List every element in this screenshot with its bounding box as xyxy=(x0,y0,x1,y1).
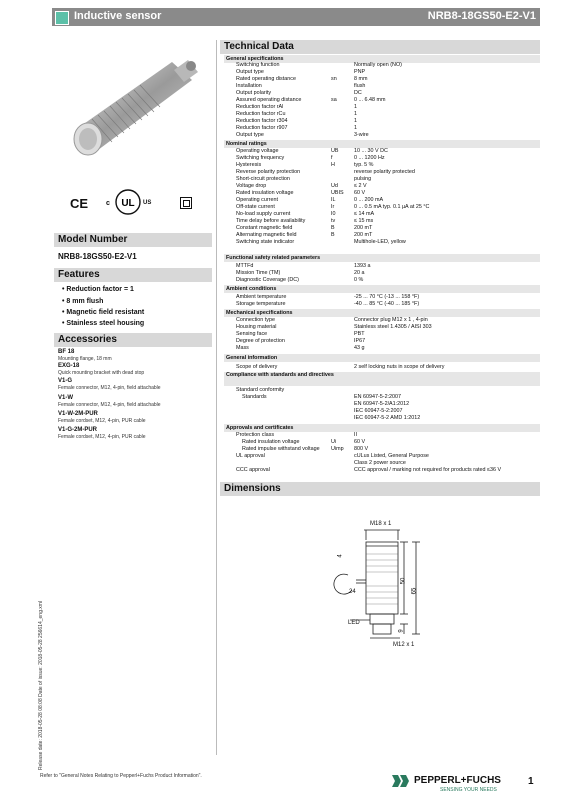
dim-m18: M18 x 1 xyxy=(370,521,392,527)
accessory-name: BF 18 xyxy=(58,349,75,355)
dim-four: 4 xyxy=(337,554,344,558)
dimensions-drawing xyxy=(330,520,440,655)
column-divider xyxy=(216,40,217,755)
group-safety: Functional safety related parameters xyxy=(224,254,540,262)
accessory-desc: Quick mounting bracket with dead stop xyxy=(58,370,145,376)
sensor-product-image xyxy=(62,50,212,170)
accessories-heading: Accessories xyxy=(54,333,212,347)
brand-mark-icon xyxy=(392,775,410,787)
ce-mark-icon: CE xyxy=(70,196,89,211)
feature-item: Reduction factor = 1 xyxy=(66,286,134,293)
feature-item: Stainless steel housing xyxy=(66,320,145,327)
accessory-name: V1-W-2M-PUR xyxy=(58,411,98,417)
release-date-vertical: Release date: 2018-05-28 08:08 Date of issue: 2018-05-28 256614_eng.xml xyxy=(38,600,44,770)
feature-item: Magnetic field resistant xyxy=(66,309,145,316)
group-approvals: Approvals and certificates xyxy=(224,424,540,432)
ul-listed-icon xyxy=(114,188,142,216)
ul-c-label: c xyxy=(106,200,110,207)
group-ambient: Ambient conditions xyxy=(224,285,540,293)
dim-wrench: 24 xyxy=(349,589,356,595)
dim-m12: M12 x 1 xyxy=(393,642,415,648)
dim-nine: 9 xyxy=(398,629,405,633)
group-compliance: Compliance with standards and directives xyxy=(224,372,540,386)
header-model: NRB8-18GS50-E2-V1 xyxy=(427,10,536,22)
ul-us-label: US xyxy=(143,200,152,206)
dimensions-heading: Dimensions xyxy=(220,482,540,496)
group-general: General specifications xyxy=(224,55,540,63)
svg-text:UL: UL xyxy=(121,198,135,209)
accessory-desc: Mounting flange, 18 mm xyxy=(58,356,112,362)
accessory-name: V1-G xyxy=(58,378,73,384)
page-number: 1 xyxy=(528,776,534,787)
brand-slogan: SENSING YOUR NEEDS xyxy=(440,787,497,793)
accessory-desc: Female cordset, M12, 4-pin, PUR cable xyxy=(58,434,146,440)
document-title: Inductive sensor xyxy=(74,10,162,22)
accessory-name: V1-W xyxy=(58,395,73,401)
dim-led: LED xyxy=(348,620,360,626)
class2-icon xyxy=(180,197,192,209)
dim-fifty: 50 xyxy=(400,577,407,585)
accessory-desc: Female cordset, M12, 4-pin, PUR cable xyxy=(58,418,146,424)
accessory-desc: Female connector, M12, 4-pin, field attachable xyxy=(58,385,161,391)
technical-data-heading: Technical Data xyxy=(220,40,540,54)
page-header xyxy=(52,8,540,26)
group-general-info: General information xyxy=(224,354,540,362)
feature-item: 8 mm flush xyxy=(66,298,104,305)
dim-sixtyfive: 65 xyxy=(411,587,418,595)
brand-name: PEPPERL+FUCHS xyxy=(414,775,501,786)
group-nominal: Nominal ratings xyxy=(224,140,540,148)
group-mechanical: Mechanical specifications xyxy=(224,309,540,317)
accessory-name: EXG-18 xyxy=(58,363,80,369)
model-number-value: NRB8-18GS50-E2-V1 xyxy=(58,252,137,261)
model-number-heading: Model Number xyxy=(54,233,212,247)
header-square-icon xyxy=(55,11,69,25)
footer-note: Refer to "General Notes Relating to Pepperl+Fuchs Product Information". xyxy=(40,773,202,779)
features-heading: Features xyxy=(54,268,212,282)
accessory-name: V1-G-2M-PUR xyxy=(58,427,98,433)
accessory-desc: Female connector, M12, 4-pin, field attachable xyxy=(58,402,161,408)
